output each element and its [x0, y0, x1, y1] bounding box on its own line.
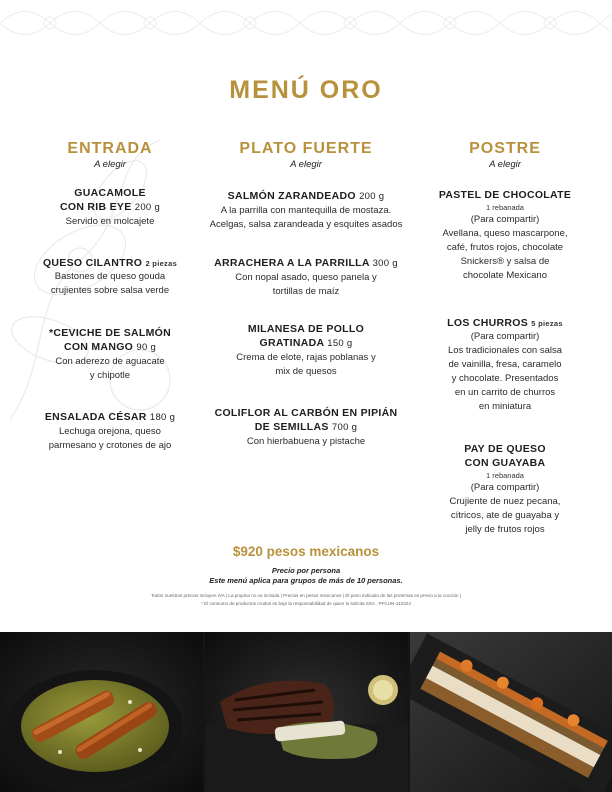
- menu-price: $920 pesos mexicanos: [232, 544, 380, 559]
- item-weight: 150 g: [327, 338, 353, 349]
- item-name-line2: CON MANGO: [63, 341, 134, 353]
- per-person-note: Precio por persona: [271, 566, 341, 575]
- item-name: ARRACHERA A LA PARRILLA: [214, 257, 370, 269]
- menu-item: [196, 189, 416, 232]
- item-name-line2: CON GUAYABA: [464, 457, 546, 469]
- menu-item: [196, 256, 416, 299]
- item-description: Avellana, queso mascarpone,: [442, 228, 568, 239]
- column-postre: [420, 140, 590, 540]
- item-name: PASTEL DE CHOCOLATE: [438, 189, 572, 201]
- column-subtitle: A elegir: [94, 159, 126, 170]
- menu-item: [196, 406, 416, 449]
- item-share: (Para compartir): [470, 214, 540, 225]
- column-subtitle: A elegir: [290, 159, 322, 170]
- item-description: Con hierbabuena y pistache: [246, 436, 366, 447]
- item-description: en un carrito de churros: [454, 387, 556, 398]
- item-name-line2: GRATINADA: [259, 337, 325, 349]
- column-title: POSTRE: [469, 140, 541, 157]
- photo-postre: [410, 632, 612, 792]
- item-description: Crema de elote, rajas poblanas y: [236, 352, 376, 363]
- menu-item: [20, 186, 200, 229]
- item-weight: 200 g: [359, 191, 385, 202]
- item-description: jelly de frutos rojos: [465, 524, 545, 535]
- item-name-line2: CON RIB EYE: [59, 201, 132, 213]
- item-share: (Para compartir): [470, 482, 540, 493]
- item-description-line2: crujientes sobre salsa verde: [50, 285, 170, 296]
- item-description: Con nopal asado, queso panela y: [235, 272, 377, 283]
- menu-item: [20, 410, 200, 453]
- item-description: Los tradicionales con salsa: [447, 345, 563, 356]
- item-name-line2: DE SEMILLAS: [254, 421, 329, 433]
- menu-item: [20, 326, 200, 383]
- item-weight: 5 piezas: [531, 319, 563, 328]
- column-title: ENTRADA: [67, 140, 153, 157]
- item-description-line2: Acelgas, salsa zarandeada y esquites asados: [209, 219, 403, 230]
- item-description: Crujiente de nuez pecana,: [449, 496, 561, 507]
- legal-disclaimer: [0, 592, 612, 608]
- item-weight: 2 piezas: [145, 259, 178, 268]
- item-description: Bastones de queso gouda: [54, 271, 166, 282]
- menu-item: [420, 316, 590, 414]
- item-weight: 700 g: [331, 422, 358, 433]
- item-name: ENSALADA CÉSAR: [44, 411, 147, 423]
- item-description: Con aderezo de aguacate: [55, 356, 165, 367]
- item-description-line2: y chipotle: [89, 370, 131, 381]
- item-description: Servido en molcajete: [65, 216, 155, 227]
- item-description-line2: parmesano y crotones de ajo: [48, 440, 172, 451]
- item-portion: 1 rebanada: [486, 203, 524, 212]
- item-name: QUESO CILANTRO: [42, 257, 143, 269]
- item-weight: 90 g: [136, 342, 157, 353]
- item-description: A la parrilla con mantequilla de mostaza.: [220, 205, 392, 216]
- column-title: PLATO FUERTE: [239, 140, 373, 157]
- menu-item: [196, 322, 416, 379]
- item-name: PAY DE QUESO: [464, 443, 546, 455]
- item-name: MILANESA DE POLLO: [247, 323, 365, 335]
- photo-plato-fuerte: [205, 632, 408, 792]
- column-subtitle: A elegir: [489, 159, 521, 170]
- photo-entrada: [0, 632, 203, 792]
- legal-line-2: * El consumo de productos crudos es bajo la responsabilidad de quien lo solicita SSA . PFCUN-110324: [201, 601, 411, 606]
- item-description: Snickers® y salsa de: [460, 256, 550, 267]
- column-entrada: [20, 140, 200, 530]
- item-description: café, frutos rojos, chocolate: [446, 242, 564, 253]
- menu-item: [420, 188, 590, 283]
- ornament-pattern-icon: [0, 0, 612, 46]
- item-description: y chocolate. Presentados: [451, 373, 559, 384]
- item-description: en miniatura: [478, 401, 532, 412]
- item-description-line2: tortillas de maíz: [272, 286, 340, 297]
- item-weight: 180 g: [149, 412, 176, 423]
- column-plato-fuerte: [196, 140, 416, 530]
- item-description: cítricos, ate de guayaba y: [450, 510, 560, 521]
- item-name: COLIFLOR AL CARBÓN EN PIPIÁN: [214, 407, 398, 419]
- item-portion: 1 rebanada: [486, 471, 524, 480]
- item-description: chocolate Mexicano: [463, 270, 547, 281]
- item-name: *CEVICHE DE SALMÓN: [48, 327, 172, 339]
- item-name: GUACAMOLE: [74, 187, 146, 199]
- food-photos: [0, 632, 612, 792]
- legal-line-1: Todos nuestros precios incluyen IVA | La propina no va incluida | Precios en pesos mexicanos | El peso indicado de las proteínas es previo a la cocción |: [151, 593, 461, 598]
- menu-item: [420, 442, 590, 537]
- item-weight: 200 g: [134, 202, 161, 213]
- item-description: de vainilla, fresa, caramelo: [448, 359, 562, 370]
- item-name: LOS CHURROS: [447, 317, 529, 329]
- item-share: (Para compartir): [470, 331, 540, 342]
- item-name: SALMÓN ZARANDEADO: [227, 190, 356, 202]
- price-note: [0, 566, 612, 586]
- item-description: Lechuga orejona, queso: [59, 426, 161, 437]
- menu-item: [20, 256, 200, 298]
- item-description-line2: mix de quesos: [275, 366, 337, 377]
- item-weight: 300 g: [372, 258, 398, 269]
- menu-title: MENÚ ORO: [229, 76, 383, 104]
- group-note: Este menú aplica para grupos de más de 10 personas.: [209, 576, 403, 585]
